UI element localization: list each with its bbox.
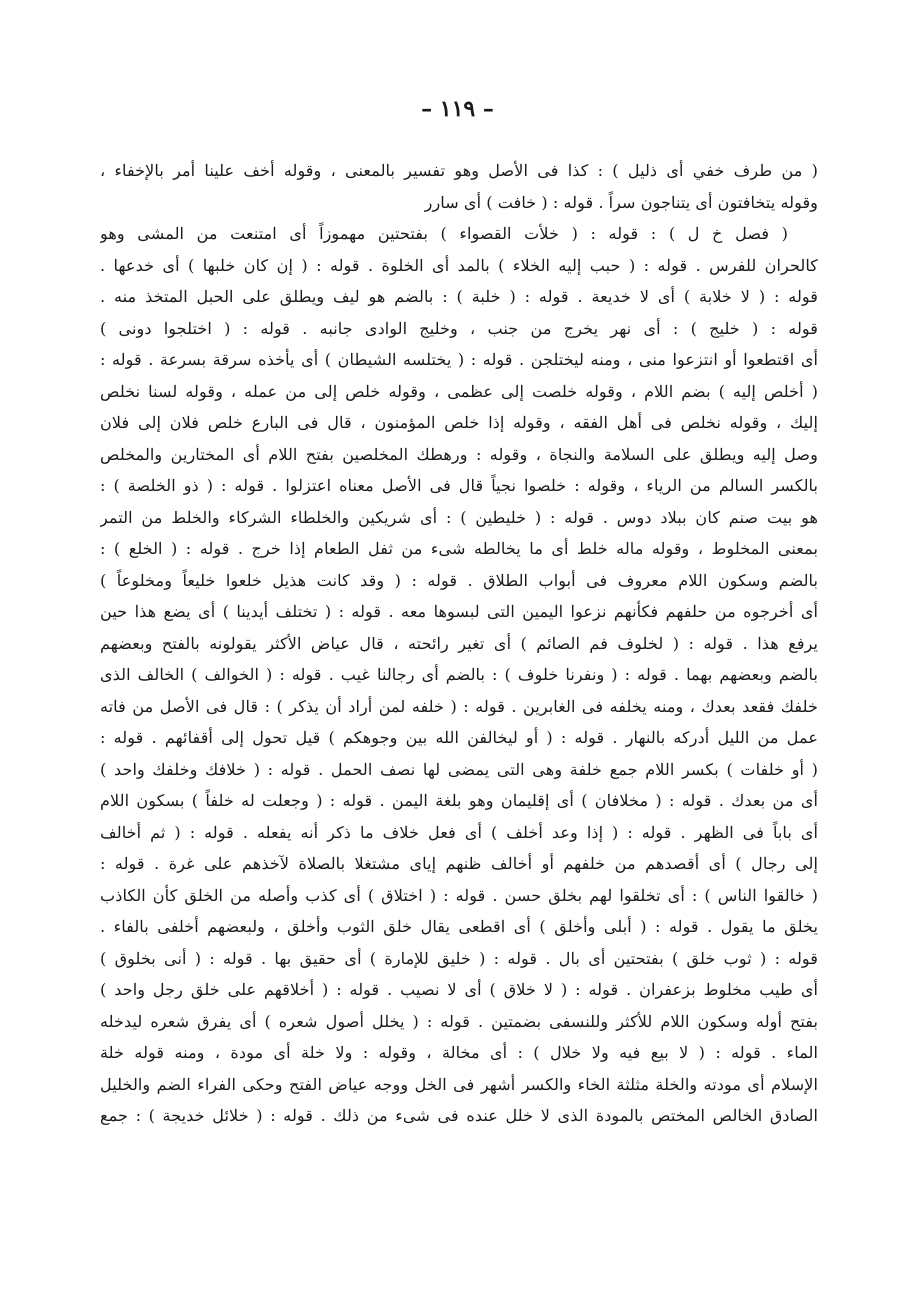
- text-line: بفتح أوله وسكون اللام للأكثر وللنسفى بضمتين . قوله : ( يخلل أصول شعره ) أى يفرق شعره ليدخله: [100, 1011, 818, 1031]
- text-line: ( خالقوا الناس ) : أى تخلقوا لهم بخلق حسن . قوله : ( اختلاق ) أى كذب وأصله من الخلق كأن الكاذب: [100, 885, 818, 905]
- text-line: أى اقتطعوا أو انتزعوا منى ، ومنه ليختلجن . قوله : ( يختلسه الشيطان ) أى يأخذه سرقة بسرعة . قوله :: [100, 350, 818, 369]
- page-number: – ١١٩ –: [421, 96, 494, 122]
- text-line: ( أخلص إليه ) بضم اللام ، وقوله خلصت إلى عظمى ، وقوله خلص إلى من عمله ، وقوله لسنا نخلص: [100, 381, 818, 401]
- text-line: بالكسر السالم من الرياء ، وقوله : خلصوا نجياً قال فى الأصل معناه اعتزلوا . قوله : ( ذو الخلصة ) :: [100, 476, 818, 495]
- text-line: يرفع هذا . قوله : ( لخلوف فم الصائم ) أى تغير رائحته ، قال عياض الأكثر يقولونه بالفتح وبعضهم: [100, 633, 818, 653]
- text-line: الماء . قوله : ( لا بيع فيه ولا خلال ) : أى مخالة ، وقوله : ولا خلة أى مودة ، ومنه قوله خلة: [100, 1043, 818, 1062]
- text-line: بالضم وسكون اللام معروف فى أبواب الطلاق . قوله : ( وقد كانت هذيل خلعوا خليعاً ومخلوعاً ): [100, 570, 818, 590]
- text-line: أى باباً فى الظهر . قوله : ( إذا وعد أخلف ) أى فعل خلاف ما ذكر أنه يفعله . قوله : ( ثم أخالف: [100, 822, 818, 842]
- text-line: ( من طرف خفي أى ذليل ) : كذا فى الأصل وهو تفسير بالمعنى ، وقوله أخف علينا أمر بالإخفاء ،: [100, 161, 818, 180]
- text-line: وقوله يتخافتون أى يتناجون سراً . قوله : ( خافت ) أى سارر: [424, 192, 818, 212]
- text-line: قوله : ( خليج ) : أى نهر يخرج من جنب ، وخليج الوادى جانبه . قوله : ( اختلجوا دونى ): [100, 318, 818, 338]
- text-line: أى أخرجوه من حلفهم فكأنهم نزعوا اليمين التى لبسوها معه . قوله : ( تختلف أيدينا ) أى يضع هذا حين: [100, 602, 818, 621]
- text-line: أى من بعدك . قوله : ( مخلافان ) أى إقليمان وهو بلغة اليمن . قوله : ( وجعلت له خلفاً ) بسكون اللام: [100, 791, 818, 810]
- text-line: هو بيت صنم كان ببلاد دوس . قوله : ( خليطين ) : أى شريكين والخلطاء الشركاء والخلط من التمر: [100, 507, 818, 527]
- text-line: وصل إليه ويطلق على السلامة والنجاة ، وقوله : ورهطك المخلصين بفتح اللام أى المختارين والمخلص: [100, 444, 818, 464]
- body-text: [100, 155, 818, 1132]
- text-line: الصادق الخالص المختص بالمودة الذى لا خلل عنده فى شىء من ذلك . قوله : ( خلائل خديجة ) : جمع: [100, 1106, 818, 1125]
- text-line: قوله : ( ثوب خلق ) بفتحتين أى بال . قوله : ( خليق للإمارة ) أى حقيق بها . قوله : ( أنى بخلوق ): [100, 948, 818, 968]
- text-line: بمعنى المخلوط ، وقوله ماله خلط أى ما يخالطه شىء من ثفل الطعام إذا خرج . قوله : ( الخلع ) :: [100, 539, 818, 558]
- text-line: عمل من الليل أدركه بالنهار . قوله : ( أو ليخالفن الله بين وجوهكم ) قيل تحول إلى أقفائهم . قوله :: [100, 728, 818, 747]
- text-line: ( أو خلفات ) بكسر اللام جمع خلفة وهى التى يمضى لها نصف الحمل . قوله : ( خلافك وخلفك واحد ): [100, 759, 818, 779]
- text-line: قوله : ( لا خلابة ) أى لا خديعة . قوله : ( خلبة ) : بالضم هو ليف ويطلق على الحبل المتخذ منه .: [100, 287, 818, 306]
- text-line: بالضم وبعضهم بهما . قوله : ( ونفرنا خلوف ) : بالضم أى رجالنا غيب . قوله : ( الخوالف ) الخالف الذى: [100, 665, 818, 684]
- text-line: خلفك فقعد بعدك ، ومنه يخلفه فى الغابرين . قوله : ( خلفه لمن أراد أن يذكر ) : قال فى الأصل من فاته: [100, 696, 818, 716]
- text-line: الإسلام أى مودته والخلة مثلثة الخاء والكسر أشهر فى الخل ووجه عياض الفتح وحكى الفراء الضم والخليل: [100, 1074, 818, 1094]
- text-line: كالحران للفرس . قوله : ( حبب إليه الخلاء ) بالمد أى الخلوة . قوله : ( إن كان خلبها ) أى خدعها .: [100, 255, 818, 275]
- text-line: يخلق ما يقول . قوله : ( أبلى وأخلق ) أى اقطعى يقال خلق الثوب وأخلق ، ولبعضهم أخلفى بالفاء .: [100, 917, 818, 936]
- text-line: إليك ، وقوله نخلص فى أهل الفقه ، وقوله إذا خلص المؤمنون ، قال فى البارع خلص فلان إلى فلان: [100, 413, 818, 432]
- text-line: أى طيب مخلوط بزعفران . قوله : ( لا خلاق ) أى لا نصيب . قوله : ( أخلاقهم على خلق رجل واحد ): [100, 980, 818, 999]
- text-line: ( فصل خ ل ) : قوله : ( خلأت القصواء ) بفتحتين مهموزاً أى امتنعت من المشى وهو: [100, 224, 788, 243]
- text-line: إلى رجال ) أى أقصدهم من خلفهم أو أخالف ظنهم إياى مشتغلا بالصلاة لآخذهم على غرة . قوله :: [100, 854, 818, 873]
